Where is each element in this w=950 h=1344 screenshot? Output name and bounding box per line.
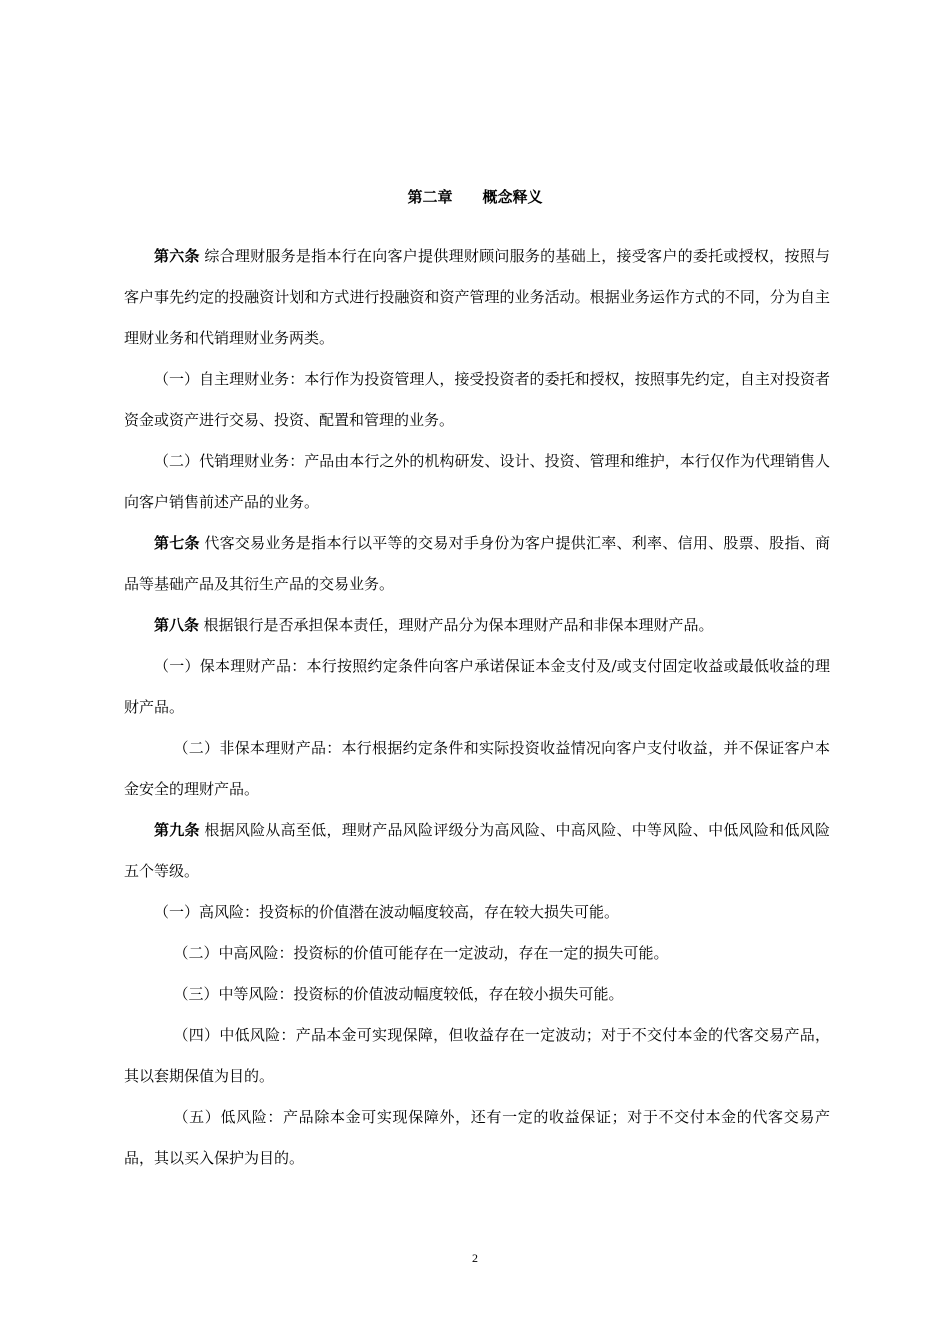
article-7 (124, 523, 830, 605)
article-6-label: 第六条 (154, 247, 200, 265)
article-9-label: 第九条 (154, 821, 200, 839)
article-9-item-4: （四）中低风险：产品本金可实现保障，但收益存在一定波动；对于不交付本金的代客交易产品，其以套期保值为目的。 (124, 1026, 830, 1085)
article-8 (124, 605, 830, 646)
article-9 (124, 810, 830, 892)
article-7-label: 第七条 (154, 534, 200, 552)
article-8-label: 第八条 (154, 616, 200, 634)
article-8-text: 根据银行是否承担保本责任，理财产品分为保本理财产品和非保本理财产品。 (203, 616, 714, 634)
article-6-text: 综合理财服务是指本行在向客户提供理财顾问服务的基础上，接受客户的委托或授权，按照与客户事先约定的投融资计划和方式进行投融资和资产管理的业务活动。根据业务运作方式的不同，分为自主理财业务和代销理财业务两类。 (124, 247, 830, 347)
page-number: 2 (472, 1251, 478, 1265)
article-9-text: 根据风险从高至低，理财产品风险评级分为高风险、中高风险、中等风险、中低风险和低风险五个等级。 (124, 821, 830, 880)
article-9-item-1: （一）高风险：投资标的价值潜在波动幅度较高，存在较大损失可能。 (154, 903, 620, 921)
article-9-item-3: （三）中等风险：投资标的价值波动幅度较低，存在较小损失可能。 (173, 985, 624, 1003)
article-8-item-1: （一）保本理财产品：本行按照约定条件向客户承诺保证本金支付及/或支付固定收益或最低收益的理财产品。 (124, 657, 830, 716)
article-6-item-2: （二）代销理财业务：产品由本行之外的机构研发、设计、投资、管理和维护，本行仅作为代理销售人向客户销售前述产品的业务。 (124, 452, 830, 511)
article-9-item-2: （二）中高风险：投资标的价值可能存在一定波动，存在一定的损失可能。 (173, 944, 669, 962)
article-7-text: 代客交易业务是指本行以平等的交易对手身份为客户提供汇率、利率、信用、股票、股指、商品等基础产品及其衍生产品的交易业务。 (124, 534, 830, 593)
document-body (124, 236, 830, 1179)
article-6-item-1: （一）自主理财业务：本行作为投资管理人，接受投资者的委托和授权，按照事先约定，自主对投资者资金或资产进行交易、投资、配置和管理的业务。 (124, 370, 830, 429)
article-8-item-2: （二）非保本理财产品：本行根据约定条件和实际投资收益情况向客户支付收益，并不保证客户本金安全的理财产品。 (124, 739, 830, 798)
article-6 (124, 236, 830, 359)
chapter-title: 第二章 概念释义 (407, 188, 543, 206)
article-9-item-5: （五）低风险：产品除本金可实现保障外，还有一定的收益保证；对于不交付本金的代客交易产品，其以买入保护为目的。 (124, 1108, 830, 1167)
